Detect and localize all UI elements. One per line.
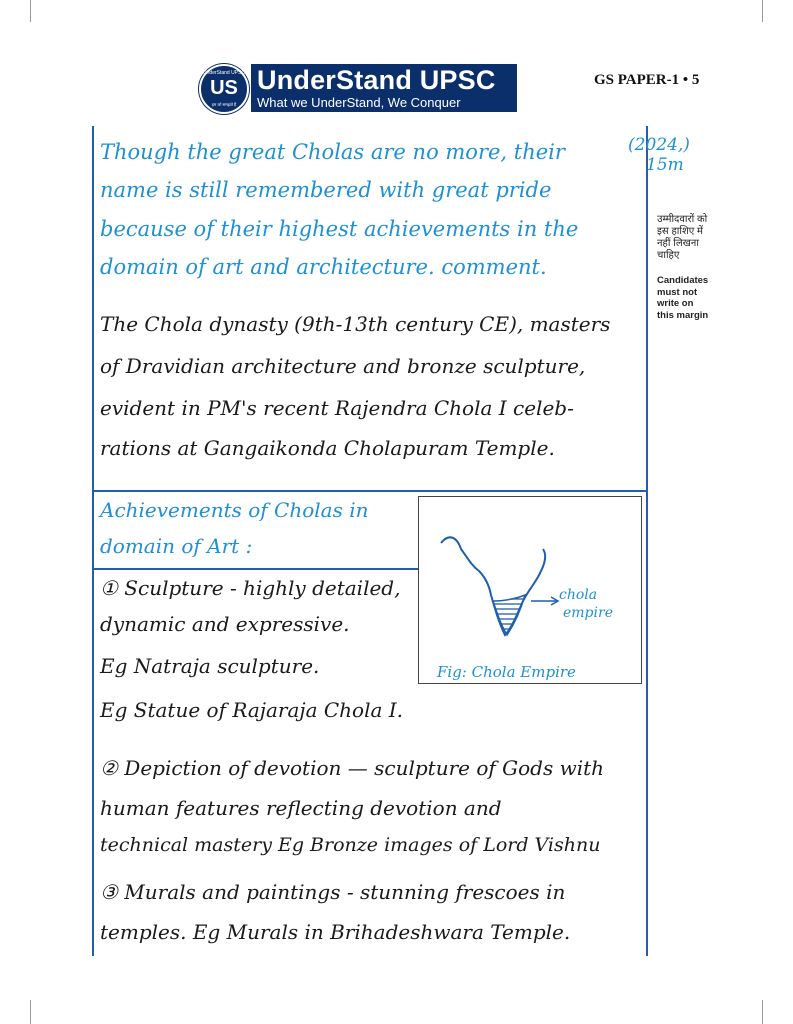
marks-value: 15m — [646, 155, 684, 175]
section-divider — [92, 490, 647, 492]
marks-annotation — [622, 130, 732, 176]
crop-mark — [30, 0, 31, 22]
logo-badge-bottom: हम जो समझते हैं — [211, 102, 237, 107]
india-map-sketch — [419, 497, 641, 683]
marks-year: (2024,) — [628, 135, 690, 155]
point-line: temples. Eg Murals in Brihadeshwara Temple. — [100, 920, 571, 944]
logo-name: UnderStand UPSC — [257, 65, 496, 95]
arrow-label: empire — [563, 605, 613, 621]
right-margin-rule — [646, 126, 648, 956]
section-heading: domain of Art : — [100, 534, 253, 558]
figure-caption: Fig: Chola Empire — [437, 663, 576, 681]
logo-badge-text: US — [210, 77, 238, 99]
intro-line: rations at Gangaikonda Cholapuram Temple. — [100, 436, 555, 460]
crop-mark — [762, 1000, 763, 1024]
point-line: ① Sculpture - highly detailed, — [100, 576, 401, 600]
intro-line: of Dravidian architecture and bronze sculpture, — [100, 354, 586, 378]
left-margin-rule — [92, 126, 94, 956]
margin-hindi-line: चाहिए — [657, 250, 680, 261]
point-line: ② Depiction of devotion — sculpture of Gods with — [100, 756, 605, 780]
question-line: Though the great Cholas are no more, their — [100, 140, 565, 164]
logo-badge-top: UnderStand UPSC — [203, 70, 245, 76]
margin-english-line: must not — [657, 286, 698, 298]
point-line: human features reflecting devotion and — [100, 796, 502, 820]
crop-mark — [762, 0, 763, 22]
arrow-label: chola — [559, 587, 598, 603]
margin-english-line: write on — [657, 298, 694, 309]
section-heading: Achievements of Cholas in — [100, 498, 369, 522]
chola-empire-figure — [418, 496, 642, 684]
point-line: technical mastery Eg Bronze images of Lord Vishnu — [100, 834, 601, 856]
logo-wordmark — [251, 64, 517, 112]
margin-hindi-line: नहीं लिखना — [657, 238, 699, 249]
margin-warning-english — [657, 275, 708, 321]
heading-underline — [92, 568, 418, 570]
peninsula-outline — [441, 537, 545, 635]
margin-hindi-line: उम्मीदवारों को — [657, 214, 708, 225]
understand-upsc-logo — [199, 64, 517, 112]
intro-line: The Chola dynasty (9th-13th century CE), masters — [100, 312, 611, 336]
crop-mark — [30, 1000, 31, 1024]
chola-empire-region — [493, 595, 525, 635]
question-line: domain of art and architecture. comment. — [100, 255, 547, 279]
margin-english-line: this margin — [657, 309, 709, 321]
margin-english-line: Candidates — [657, 275, 709, 286]
point-line: Eg Natraja sculpture. — [100, 654, 320, 678]
question-line: because of their highest achievements in the — [100, 217, 579, 241]
point-line: Eg Statue of Rajaraja Chola I. — [100, 698, 404, 722]
logo-tagline: What we UnderStand, We Conquer — [257, 95, 461, 110]
intro-line: evident in PM's recent Rajendra Chola I celeb- — [100, 396, 574, 420]
margin-hindi-line: इस हाशिए में — [657, 226, 704, 237]
question-line: name is still remembered with great pride — [100, 178, 552, 202]
point-line: ③ Murals and paintings - stunning frescoes in — [100, 880, 566, 904]
paper-label: GS PAPER-1 • 5 — [594, 72, 700, 88]
point-line: dynamic and expressive. — [100, 612, 350, 636]
margin-warning-hindi — [657, 214, 707, 262]
logo-badge — [199, 64, 249, 114]
